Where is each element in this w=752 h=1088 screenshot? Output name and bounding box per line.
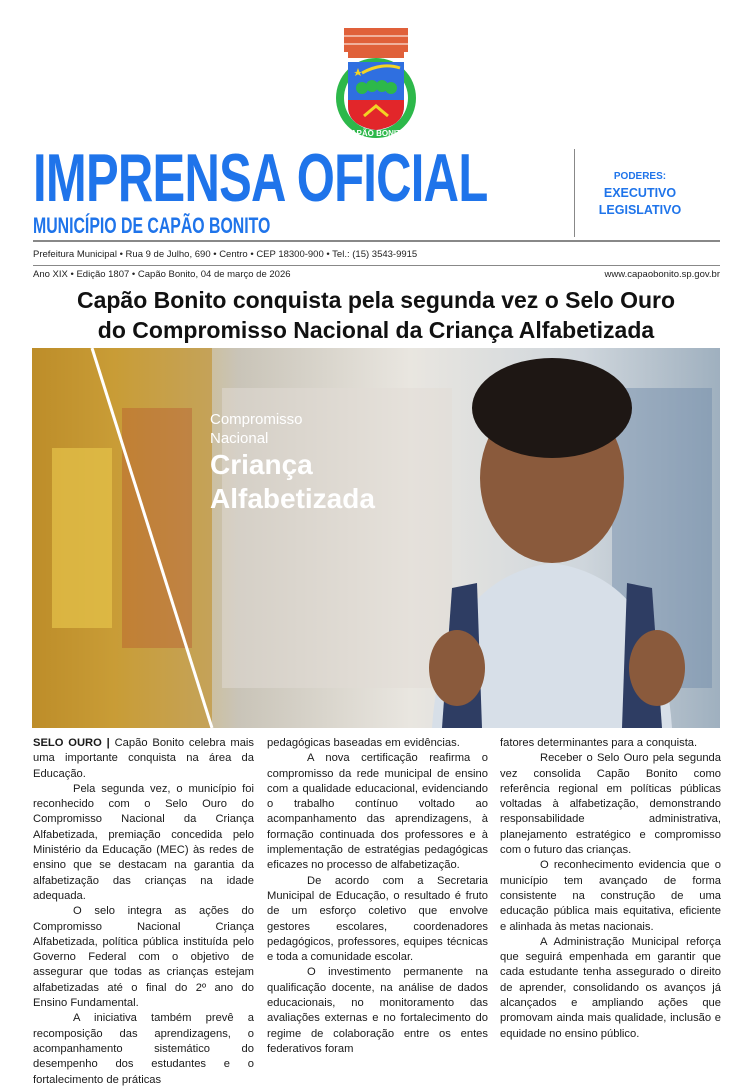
paragraph-text: Capão Bonito celebra mais uma importante conquista na área da Educação. [33, 737, 254, 780]
article-headline [20, 285, 732, 345]
program-logo-line: Nacional [210, 430, 269, 447]
article-paragraph: O selo integra as ações do Compromisso Nacional Criança Alfabetizada, política pública instituída pelo Governo Federal com o objetivo de assegurar que todas as crianças estejam alfabetizadas até o final do 2º ano do Ensino Fundamental. [33, 905, 254, 1010]
article-paragraph: A nova certificação reafirma o compromisso da rede municipal de ensino com a qualidade educacional, evidenciando o trabalho contínuo voltado ao acompanhamento das aprendizagens, à formação continuada dos professores e à implementação de estratégias pedagógicas eficazes no processo de alfabetização. [267, 752, 488, 872]
article-paragraph: A Administração Municipal reforça que seguirá empenhada em garantir que cada estudante tenha assegurado o direito de aprender, consolidando os avanços já alcançados e ampliando ações que promovam ainda mais qualidade, inclusão e equidade no ensino público. [500, 935, 721, 1040]
article-paragraph: De acordo com a Secretaria Municipal de Educação, o resultado é fruto de um esforço coletivo que envolve gestores escolares, coordenadores pedagógicos, professores, equipes técnicas e toda a comunidade escolar. [267, 874, 488, 964]
article-paragraph: O investimento permanente na qualificação docente, na análise de dados educacionais, no monitoramento das avaliações externas e no fortalecimento do regime de colaboração entre os entes federativos foram [267, 966, 488, 1055]
website-link[interactable]: www.capaobonito.sp.gov.br [604, 269, 720, 280]
divider [33, 265, 720, 266]
crest-text: CAPÃO BONITO [344, 129, 408, 138]
lead-label: SELO OURO | [33, 737, 110, 749]
address-line: Prefeitura Municipal • Rua 9 de Julho, 690 • Centro • CEP 18300-900 • Tel.: (15) 3543-9915 [33, 249, 418, 260]
power-executivo: EXECUTIVO [603, 186, 677, 200]
powers-box [590, 168, 690, 219]
article-paragraph: fatores determinantes para a conquista. [500, 737, 698, 749]
powers-label: PODERES: [613, 171, 667, 182]
masthead-title: IMPRENSA OFICIAL [33, 140, 488, 216]
article-column-3 [500, 736, 721, 1042]
headline-line-1: Capão Bonito conquista pela segunda vez o Selo Ouro [76, 287, 676, 313]
masthead-divider [574, 149, 575, 237]
headline-line-2: do Compromisso Nacional da Criança Alfabetizada [97, 317, 655, 343]
article-column-1 [33, 736, 254, 1088]
divider [33, 240, 720, 242]
edition-line: Ano XIX • Edição 1807 • Capão Bonito, 04 de março de 2026 [33, 269, 291, 280]
program-logo-line: Criança [210, 449, 313, 480]
article-paragraph: Receber o Selo Ouro pela segunda vez consolida Capão Bonito como referência regional em políticas públicas voltadas à alfabetização, demonstrando responsabilidade administrativa, planejamento estratégico e compromisso com o futuro das crianças. [500, 752, 721, 857]
photo-illustration [32, 348, 720, 728]
article-photo [32, 348, 720, 728]
power-legislativo: LEGISLATIVO [598, 203, 682, 217]
article-paragraph: A iniciativa também prevê a recomposição das aprendizagens, o acompanhamento sistemático do desempenho dos estudantes e o fortalecimento de práticas [33, 1012, 254, 1086]
program-logo [210, 410, 375, 516]
program-logo-line: Alfabetizada [210, 483, 375, 514]
article-paragraph [33, 736, 254, 782]
article-paragraph: O reconhecimento evidencia que o município tem avançado de forma consistente na construção de uma educação pública mais equitativa, eficiente e alinhada às metas nacionais. [500, 859, 721, 933]
masthead-subtitle: MUNICÍPIO DE CAPÃO BONITO [33, 213, 271, 238]
municipal-coat-of-arms-logo [326, 26, 426, 142]
article-paragraph: Pela segunda vez, o município foi reconhecido com o Selo Ouro do Compromisso Nacional da Criança Alfabetizada, premiação concedida pelo Ministério da Educação (MEC) às redes de ensino que se destacam na garantia da alfabetização das crianças na idade adequada. [33, 782, 254, 902]
article-column-2 [267, 736, 488, 1057]
program-logo-line: Compromisso [210, 411, 303, 428]
article-paragraph: pedagógicas baseadas em evidências. [267, 737, 460, 749]
